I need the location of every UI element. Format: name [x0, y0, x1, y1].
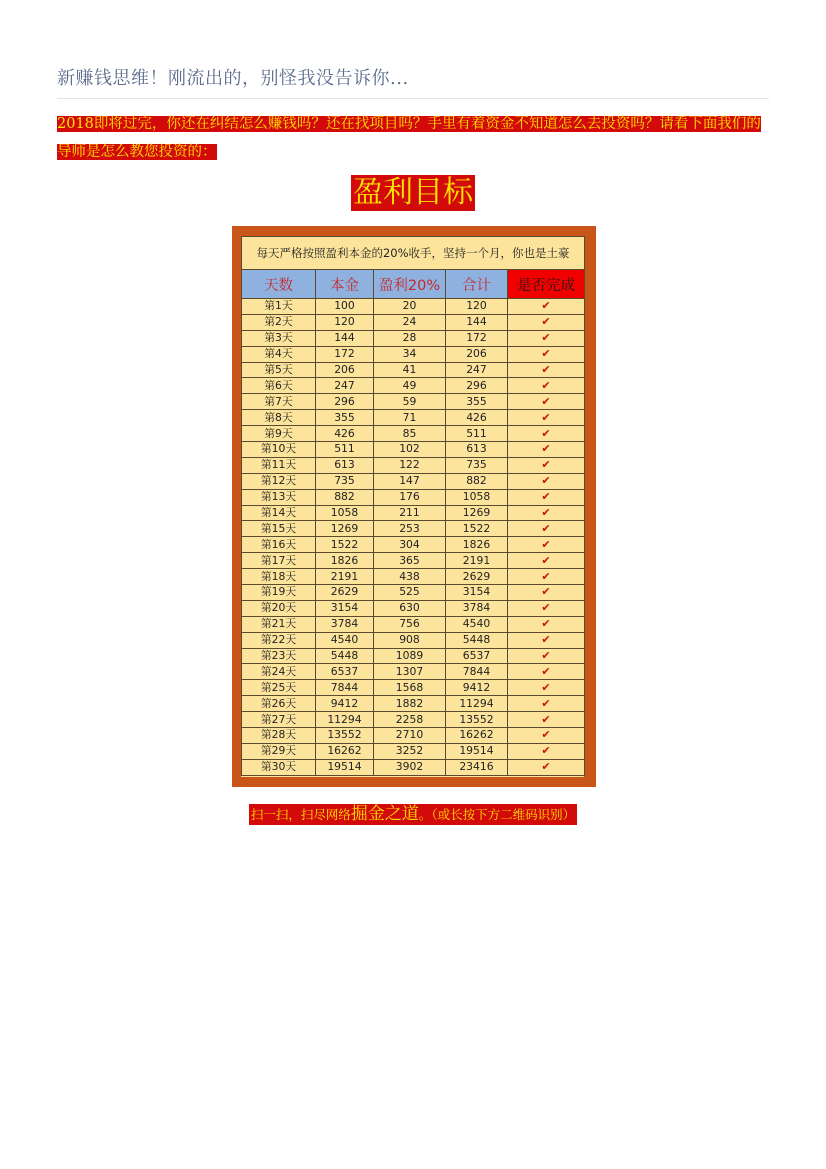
cell-profit: 122	[374, 457, 446, 473]
cell-profit: 908	[374, 632, 446, 648]
cell-principal: 100	[316, 299, 374, 315]
cell-day: 第12天	[242, 473, 316, 489]
checkmark-icon: ✔	[541, 315, 551, 329]
table-row	[242, 410, 585, 426]
cell-total: 11294	[446, 696, 508, 712]
cell-total: 3784	[446, 600, 508, 616]
cell-total: 511	[446, 426, 508, 442]
cell-total: 1058	[446, 489, 508, 505]
cell-profit: 253	[374, 521, 446, 537]
cell-principal: 4540	[316, 632, 374, 648]
cell-completed	[508, 537, 585, 553]
cell-total: 882	[446, 473, 508, 489]
cell-principal: 11294	[316, 712, 374, 728]
cell-completed	[508, 473, 585, 489]
checkmark-icon: ✔	[541, 363, 551, 376]
table-row	[242, 759, 585, 775]
cell-principal: 296	[316, 394, 374, 410]
article-title: 新赚钱思维！刚流出的，别怪我没告诉你...	[57, 68, 409, 89]
cell-principal: 355	[316, 410, 374, 426]
checkmark-icon: ✔	[541, 633, 551, 647]
table-row	[242, 378, 585, 394]
cell-completed	[508, 728, 585, 744]
table-row	[242, 600, 585, 616]
cell-total: 120	[446, 299, 508, 315]
cell-day: 第18天	[242, 569, 316, 585]
cell-day: 第6天	[242, 378, 316, 394]
cell-total: 9412	[446, 680, 508, 696]
checkmark-icon: ✔	[541, 728, 551, 742]
table-row	[242, 442, 585, 458]
cell-profit: 28	[374, 330, 446, 346]
cell-completed	[508, 521, 585, 537]
checkmark-icon: ✔	[541, 331, 551, 345]
checkmark-icon: ✔	[541, 521, 551, 535]
section-heading: 盈利目标	[353, 175, 473, 210]
cell-principal: 6537	[316, 664, 374, 680]
cell-profit: 438	[374, 569, 446, 585]
cell-day: 第16天	[242, 537, 316, 553]
cell-profit: 34	[374, 346, 446, 362]
checkmark-icon: ✔	[541, 378, 551, 392]
qr-caption	[249, 804, 577, 825]
checkmark-icon: ✔	[541, 553, 551, 567]
checkmark-icon: ✔	[541, 649, 551, 663]
cell-profit: 2710	[374, 728, 446, 744]
cell-principal: 3154	[316, 600, 374, 616]
cell-completed	[508, 489, 585, 505]
cell-day: 第3天	[242, 330, 316, 346]
cell-principal: 1058	[316, 505, 374, 521]
table-row	[242, 489, 585, 505]
cell-completed	[508, 505, 585, 521]
cell-day: 第23天	[242, 648, 316, 664]
cell-completed	[508, 442, 585, 458]
cell-principal: 19514	[316, 759, 374, 775]
cell-completed	[508, 299, 585, 315]
cell-completed	[508, 457, 585, 473]
cell-day: 第11天	[242, 457, 316, 473]
table-banner: 每天严格按照盈利本金的20%收手，坚持一个月，你也是土豪	[242, 237, 585, 270]
checkmark-icon: ✔	[541, 537, 551, 551]
cell-principal: 16262	[316, 743, 374, 759]
checkmark-icon: ✔	[541, 696, 551, 710]
cell-total: 206	[446, 346, 508, 362]
cell-total: 1826	[446, 537, 508, 553]
cell-total: 4540	[446, 616, 508, 632]
cell-completed	[508, 553, 585, 569]
cell-day: 第17天	[242, 553, 316, 569]
cell-day: 第8天	[242, 410, 316, 426]
cell-principal: 120	[316, 314, 374, 330]
cell-profit: 85	[374, 426, 446, 442]
checkmark-icon: ✔	[541, 744, 551, 758]
cell-completed	[508, 600, 585, 616]
cell-profit: 2258	[374, 712, 446, 728]
profit-table-image	[232, 226, 596, 787]
table-row	[242, 585, 585, 601]
cell-principal: 7844	[316, 680, 374, 696]
cell-completed	[508, 330, 585, 346]
cell-total: 172	[446, 330, 508, 346]
checkmark-icon: ✔	[541, 506, 551, 520]
cell-completed	[508, 664, 585, 680]
cell-completed	[508, 759, 585, 775]
cell-profit: 756	[374, 616, 446, 632]
checkmark-icon: ✔	[541, 490, 551, 504]
cell-completed	[508, 394, 585, 410]
table-row	[242, 712, 585, 728]
cell-day: 第2天	[242, 314, 316, 330]
checkmark-icon: ✔	[541, 569, 551, 583]
caption-text-3: 。（或长按下方二维码识别）	[418, 807, 576, 822]
cell-profit: 20	[374, 299, 446, 315]
column-header-completed: 是否完成	[508, 270, 585, 299]
table-header-row	[242, 270, 585, 299]
cell-completed	[508, 585, 585, 601]
cell-total: 144	[446, 314, 508, 330]
checkmark-icon: ✔	[541, 585, 551, 599]
cell-total: 23416	[446, 759, 508, 775]
table-banner-row	[242, 237, 585, 270]
table-row	[242, 314, 585, 330]
checkmark-icon: ✔	[541, 712, 551, 726]
cell-completed	[508, 362, 585, 378]
table-row	[242, 648, 585, 664]
title-divider	[57, 98, 769, 99]
cell-day: 第20天	[242, 600, 316, 616]
cell-completed	[508, 616, 585, 632]
cell-principal: 1269	[316, 521, 374, 537]
cell-day: 第7天	[242, 394, 316, 410]
cell-total: 19514	[446, 743, 508, 759]
cell-profit: 49	[374, 378, 446, 394]
cell-profit: 304	[374, 537, 446, 553]
cell-principal: 426	[316, 426, 374, 442]
checkmark-icon: ✔	[541, 474, 551, 488]
cell-profit: 365	[374, 553, 446, 569]
cell-total: 3154	[446, 585, 508, 601]
table-row	[242, 299, 585, 315]
profit-table	[241, 236, 585, 776]
cell-total: 1522	[446, 521, 508, 537]
cell-total: 296	[446, 378, 508, 394]
cell-total: 355	[446, 394, 508, 410]
cell-completed	[508, 743, 585, 759]
cell-completed	[508, 346, 585, 362]
cell-total: 6537	[446, 648, 508, 664]
cell-day: 第4天	[242, 346, 316, 362]
table-row	[242, 362, 585, 378]
intro-text: 2018即将过完，你还在纠结怎么赚钱吗？还在找项目吗？手里有着资金不知道怎么去投资吗？请看下面我们的导师是怎么教您投资的：	[57, 116, 761, 160]
cell-completed	[508, 314, 585, 330]
cell-day: 第27天	[242, 712, 316, 728]
cell-profit: 1307	[374, 664, 446, 680]
cell-principal: 247	[316, 378, 374, 394]
table-row	[242, 569, 585, 585]
table-row	[242, 457, 585, 473]
cell-day: 第25天	[242, 680, 316, 696]
caption-text-1: 扫一扫，扫尽网络	[250, 807, 351, 822]
checkmark-icon: ✔	[541, 394, 551, 408]
cell-profit: 3902	[374, 759, 446, 775]
cell-completed	[508, 378, 585, 394]
cell-day: 第24天	[242, 664, 316, 680]
cell-principal: 2191	[316, 569, 374, 585]
cell-profit: 630	[374, 600, 446, 616]
cell-completed	[508, 632, 585, 648]
table-row	[242, 521, 585, 537]
cell-day: 第26天	[242, 696, 316, 712]
cell-day: 第14天	[242, 505, 316, 521]
cell-day: 第13天	[242, 489, 316, 505]
cell-principal: 2629	[316, 585, 374, 601]
cell-profit: 102	[374, 442, 446, 458]
checkmark-icon: ✔	[541, 347, 551, 361]
cell-total: 7844	[446, 664, 508, 680]
cell-total: 426	[446, 410, 508, 426]
cell-completed	[508, 696, 585, 712]
cell-principal: 9412	[316, 696, 374, 712]
table-row	[242, 616, 585, 632]
cell-day: 第30天	[242, 759, 316, 775]
cell-day: 第5天	[242, 362, 316, 378]
table-row	[242, 426, 585, 442]
cell-profit: 59	[374, 394, 446, 410]
cell-profit: 71	[374, 410, 446, 426]
checkmark-icon: ✔	[541, 426, 551, 440]
cell-total: 16262	[446, 728, 508, 744]
cell-principal: 3784	[316, 616, 374, 632]
column-header-principal: 本金	[316, 270, 374, 299]
cell-profit: 24	[374, 314, 446, 330]
cell-total: 5448	[446, 632, 508, 648]
cell-principal: 511	[316, 442, 374, 458]
table-row	[242, 473, 585, 489]
cell-completed	[508, 712, 585, 728]
heading-container	[0, 175, 826, 211]
caption-container	[0, 804, 826, 825]
cell-profit: 41	[374, 362, 446, 378]
cell-completed	[508, 426, 585, 442]
cell-completed	[508, 648, 585, 664]
table-row	[242, 394, 585, 410]
table-row	[242, 664, 585, 680]
table-row	[242, 632, 585, 648]
table-row	[242, 330, 585, 346]
table-row	[242, 505, 585, 521]
column-header-total: 合计	[446, 270, 508, 299]
checkmark-icon: ✔	[541, 601, 551, 615]
checkmark-icon: ✔	[541, 664, 551, 678]
cell-profit: 211	[374, 505, 446, 521]
cell-profit: 3252	[374, 743, 446, 759]
cell-total: 247	[446, 362, 508, 378]
cell-principal: 1826	[316, 553, 374, 569]
table-row	[242, 680, 585, 696]
cell-principal: 144	[316, 330, 374, 346]
cell-principal: 1522	[316, 537, 374, 553]
cell-profit: 1089	[374, 648, 446, 664]
table-row	[242, 553, 585, 569]
cell-principal: 5448	[316, 648, 374, 664]
table-row	[242, 346, 585, 362]
cell-profit: 1568	[374, 680, 446, 696]
checkmark-icon: ✔	[541, 299, 551, 313]
cell-day: 第19天	[242, 585, 316, 601]
cell-day: 第21天	[242, 616, 316, 632]
column-header-profit: 盈利20%	[374, 270, 446, 299]
cell-principal: 13552	[316, 728, 374, 744]
cell-profit: 147	[374, 473, 446, 489]
cell-completed	[508, 410, 585, 426]
cell-day: 第1天	[242, 299, 316, 315]
cell-day: 第28天	[242, 728, 316, 744]
cell-day: 第15天	[242, 521, 316, 537]
checkmark-icon: ✔	[541, 760, 551, 774]
cell-completed	[508, 680, 585, 696]
table-row	[242, 728, 585, 744]
cell-total: 1269	[446, 505, 508, 521]
caption-text-2: 掘金之道	[350, 804, 419, 824]
profit-table-sheet	[241, 236, 584, 777]
cell-total: 2191	[446, 553, 508, 569]
checkmark-icon: ✔	[541, 410, 551, 424]
cell-principal: 172	[316, 346, 374, 362]
column-header-day: 天数	[242, 270, 316, 299]
table-row	[242, 696, 585, 712]
cell-total: 613	[446, 442, 508, 458]
cell-total: 13552	[446, 712, 508, 728]
cell-profit: 176	[374, 489, 446, 505]
cell-day: 第22天	[242, 632, 316, 648]
table-row	[242, 537, 585, 553]
checkmark-icon: ✔	[541, 680, 551, 694]
cell-day: 第9天	[242, 426, 316, 442]
cell-total: 735	[446, 457, 508, 473]
cell-principal: 613	[316, 457, 374, 473]
cell-day: 第10天	[242, 442, 316, 458]
cell-day: 第29天	[242, 743, 316, 759]
cell-profit: 1882	[374, 696, 446, 712]
cell-principal: 735	[316, 473, 374, 489]
cell-total: 2629	[446, 569, 508, 585]
checkmark-icon: ✔	[541, 442, 551, 456]
cell-principal: 882	[316, 489, 374, 505]
cell-principal: 206	[316, 362, 374, 378]
checkmark-icon: ✔	[541, 458, 551, 472]
cell-completed	[508, 569, 585, 585]
intro-paragraph	[57, 110, 769, 166]
table-row	[242, 743, 585, 759]
cell-profit: 525	[374, 585, 446, 601]
checkmark-icon: ✔	[541, 617, 551, 631]
